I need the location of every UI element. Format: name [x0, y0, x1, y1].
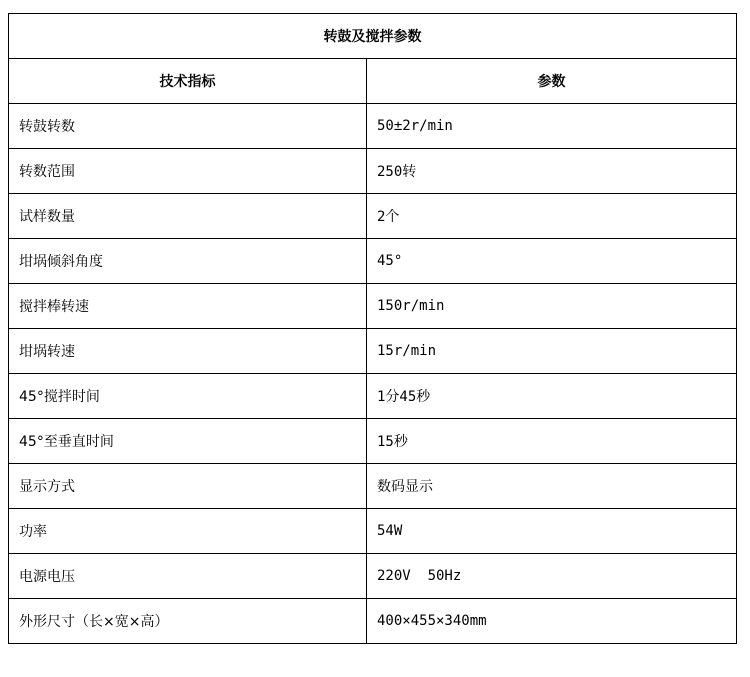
row-label: 45°至垂直时间 — [9, 419, 367, 464]
header-spec: 技术指标 — [9, 59, 367, 104]
table-row — [9, 194, 737, 239]
row-value: 400×455×340mm — [367, 599, 737, 644]
table-row — [9, 419, 737, 464]
row-label: 转鼓转数 — [9, 104, 367, 149]
row-value: 50±2r/min — [367, 104, 737, 149]
row-label: 坩埚倾斜角度 — [9, 239, 367, 284]
table-header-row — [9, 59, 737, 104]
row-label: 显示方式 — [9, 464, 367, 509]
row-value: 1分45秒 — [367, 374, 737, 419]
header-param: 参数 — [367, 59, 737, 104]
table-title-row — [9, 14, 737, 59]
table-row — [9, 554, 737, 599]
row-value: 250转 — [367, 149, 737, 194]
row-label: 坩埚转速 — [9, 329, 367, 374]
table-row — [9, 374, 737, 419]
row-label: 功率 — [9, 509, 367, 554]
row-value: 2个 — [367, 194, 737, 239]
table-title: 转鼓及搅拌参数 — [9, 14, 737, 59]
row-label: 转数范围 — [9, 149, 367, 194]
table-row — [9, 284, 737, 329]
row-label: 外形尺寸（长×宽×高） — [9, 599, 367, 644]
row-value: 45° — [367, 239, 737, 284]
table-row — [9, 509, 737, 554]
row-value: 150r/min — [367, 284, 737, 329]
table-row — [9, 464, 737, 509]
row-value: 15秒 — [367, 419, 737, 464]
table-row — [9, 149, 737, 194]
row-label: 试样数量 — [9, 194, 367, 239]
table-row — [9, 599, 737, 644]
row-value: 数码显示 — [367, 464, 737, 509]
table-row — [9, 104, 737, 149]
table-row — [9, 329, 737, 374]
row-value: 220V 50Hz — [367, 554, 737, 599]
row-label: 搅拌棒转速 — [9, 284, 367, 329]
row-value: 54W — [367, 509, 737, 554]
row-label: 电源电压 — [9, 554, 367, 599]
table-row — [9, 239, 737, 284]
spec-table — [8, 13, 737, 644]
row-label: 45°搅拌时间 — [9, 374, 367, 419]
row-value: 15r/min — [367, 329, 737, 374]
